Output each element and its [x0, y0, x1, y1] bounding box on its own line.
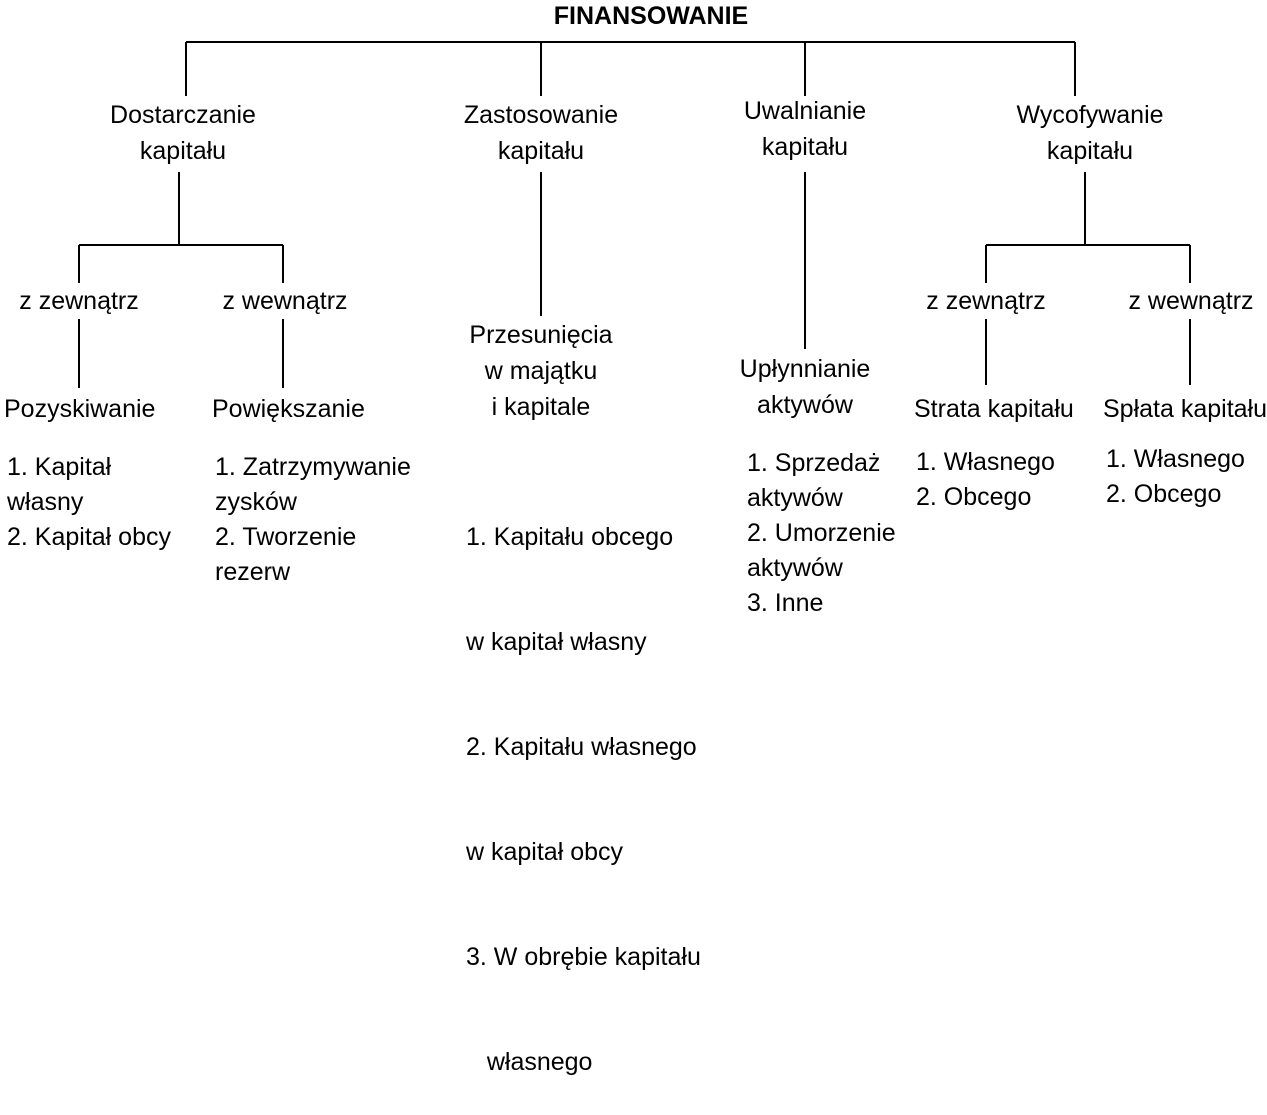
list-item: 1. Kapitału obcego [466, 523, 674, 551]
list-item: 2. Umorzenie [747, 519, 896, 547]
result-label-powiekszanie: Powiększanie [212, 395, 365, 423]
list-pozyskiwanie [7, 450, 171, 555]
list-item: 2. Obcego [1106, 480, 1222, 508]
list-item: w kapitał własny [466, 628, 647, 656]
list-item: 3. Inne [747, 589, 824, 617]
direction-label-external: z zewnątrz [926, 287, 1046, 315]
branch-label-wycofywanie: Wycofywanie kapitału [1016, 101, 1164, 165]
list-item: 2. Obcego [916, 483, 1032, 511]
list-splata [1106, 442, 1245, 512]
list-item: zysków [215, 488, 297, 516]
list-item: 3. W obrębie kapitału [466, 943, 701, 971]
diagram-title: FINANSOWANIE [553, 2, 749, 30]
list-item: rezerw [215, 558, 291, 586]
list-item: własny [7, 488, 84, 516]
result-label-strata: Strata kapitału [914, 395, 1074, 423]
list-item: 1. Zatrzymywanie [215, 453, 411, 481]
list-item: aktywów [747, 554, 843, 582]
list-item: aktywów [747, 484, 843, 512]
list-item: 1. Własnego [916, 448, 1055, 476]
direction-label-internal: z wewnątrz [1128, 287, 1254, 315]
result-label-uplynnianie: Upłynnianie aktywów [739, 355, 871, 419]
list-item: 1. Kapitał [7, 453, 112, 481]
branch-label-uwalnianie: Uwalnianie kapitału [743, 97, 867, 161]
list-item: 2. Kapitał obcy [7, 523, 171, 551]
direction-label-internal: z wewnątrz [222, 287, 348, 315]
branch-label-zastosowanie: Zastosowanie kapitału [463, 101, 619, 165]
result-label-przesuniecia: Przesunięcia w majątku i kapitale [469, 321, 613, 421]
list-powiekszanie [215, 450, 411, 590]
branch-label-dostarczanie: Dostarczanie kapitału [110, 101, 256, 165]
list-item: 1. Własnego [1106, 445, 1245, 473]
list-item: 2. Kapitału własnego [466, 733, 697, 761]
list-item: 2. Tworzenie [215, 523, 357, 551]
list-item: 1. Sprzedaż [747, 449, 881, 477]
list-item: własnego [466, 1048, 593, 1076]
list-item: w kapitał obcy [466, 838, 624, 866]
result-label-pozyskiwanie: Pozyskiwanie [4, 395, 156, 423]
list-uplynnianie [747, 446, 896, 621]
list-przesuniecia [466, 450, 701, 1115]
list-strata [916, 445, 1055, 515]
direction-label-external: z zewnątrz [19, 287, 139, 315]
result-label-splata: Spłata kapitału [1103, 395, 1267, 423]
